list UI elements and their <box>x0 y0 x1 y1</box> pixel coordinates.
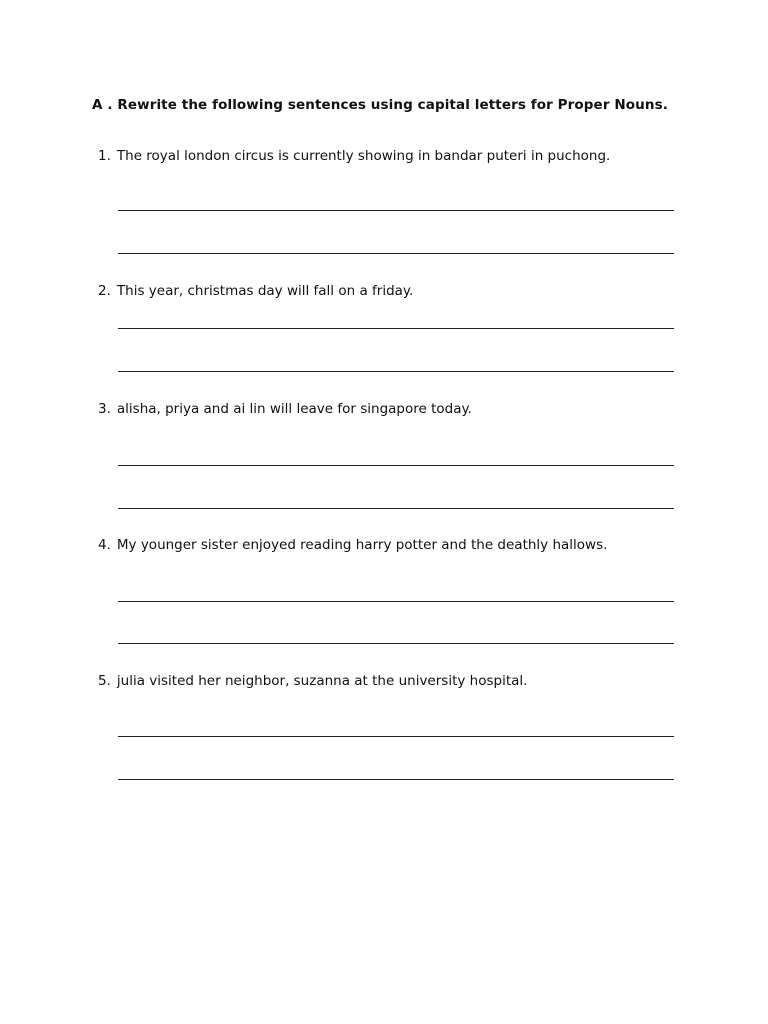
answer-line[interactable] <box>118 736 674 737</box>
answer-line[interactable] <box>118 328 674 329</box>
answer-line[interactable] <box>118 210 674 211</box>
question-sentence: This year, christmas day will fall on a friday. <box>116 283 414 299</box>
question-text <box>98 148 610 164</box>
question-text <box>98 673 527 689</box>
question-number: 4. <box>98 537 111 553</box>
question-number: 3. <box>98 401 111 417</box>
question-text <box>98 537 607 553</box>
instruction-heading: A . Rewrite the following sentences using capital letters for Proper Nouns. <box>92 97 668 113</box>
answer-line[interactable] <box>118 508 674 509</box>
answer-line[interactable] <box>118 253 674 254</box>
question-sentence: My younger sister enjoyed reading harry potter and the deathly hallows. <box>116 537 608 553</box>
answer-line[interactable] <box>118 779 674 780</box>
question-text <box>98 401 472 417</box>
question-number: 1. <box>98 148 111 164</box>
answer-line[interactable] <box>118 643 674 644</box>
answer-line[interactable] <box>118 601 674 602</box>
question-number: 5. <box>98 673 111 689</box>
question-text <box>98 283 413 299</box>
question-sentence: alisha, priya and ai lin will leave for singapore today. <box>116 401 472 417</box>
question-sentence: julia visited her neighbor, suzanna at the university hospital. <box>116 673 528 689</box>
question-sentence: The royal london circus is currently showing in bandar puteri in puchong. <box>116 148 611 164</box>
question-number: 2. <box>98 283 111 299</box>
answer-line[interactable] <box>118 465 674 466</box>
answer-line[interactable] <box>118 371 674 372</box>
